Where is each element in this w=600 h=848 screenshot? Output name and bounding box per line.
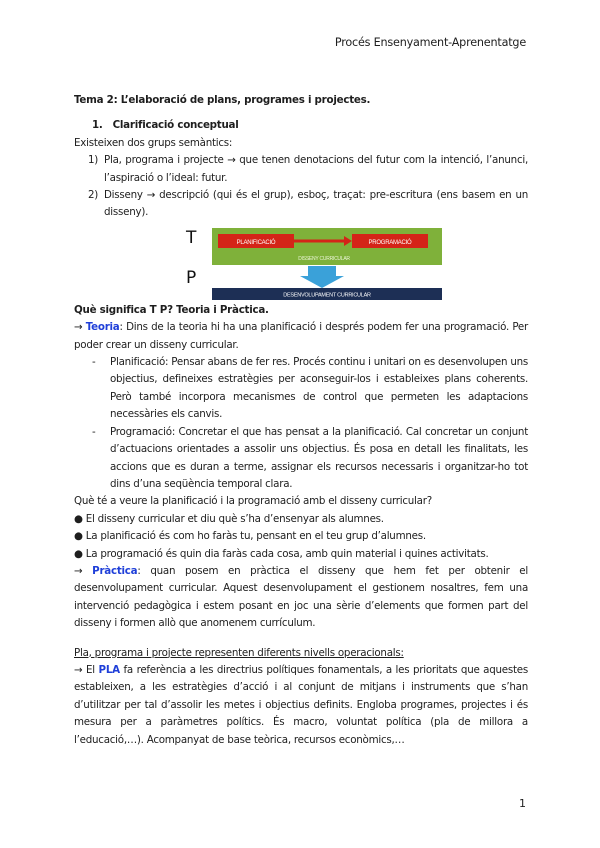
- desenvolupament-label: DESENVOLUPAMENT CURRICULAR: [283, 292, 371, 299]
- tp-heading: Què significa T P? Teoria i Pràctica.: [74, 303, 269, 316]
- teoria-paragraph: [74, 319, 528, 354]
- down-arrow-icon: [300, 266, 344, 288]
- numbered-item: [74, 187, 528, 222]
- topic-title: Tema 2: L’elaboració de plans, programes i projectes.: [74, 94, 371, 106]
- levels-heading: Pla, programa i projecte representen diferents nivells operacionals:: [74, 646, 404, 659]
- section-heading: [92, 117, 528, 134]
- pla-paragraph: [74, 662, 528, 749]
- running-header: Procés Ensenyament-Aprenentatge: [334, 36, 526, 49]
- page-body: [74, 92, 528, 749]
- item-number: 2): [88, 189, 99, 202]
- arrow-glyph: →: [74, 564, 83, 577]
- planificacio-label: PLANIFICACIÓ: [236, 239, 276, 246]
- bullet-item: ● La programació és quin dia faràs cada cosa, amb quin material i quines activitats.: [74, 547, 489, 560]
- section-number: 1.: [92, 119, 103, 132]
- arrow-glyph: →: [74, 321, 83, 334]
- pla-label: PLA: [98, 663, 120, 676]
- spacer: [74, 633, 528, 645]
- teoria-text: : Dins de la teoria hi ha una planificació i després podem fer una programació. Per poder crear un disseny curricular.: [74, 321, 528, 351]
- teoria-label: Teoria: [85, 321, 120, 334]
- dash-text: Planificació: Pensar abans de fer res. Procés continu i unitari on es desenvolupen uns objectius, defineixes estratègies per aconseguir-los i estableixes plans coherents. Però també incorpora mecanismes de control que permeten les adaptacions necessàries els canvis.: [110, 356, 528, 421]
- numbered-item: [74, 152, 528, 187]
- arrow-glyph: → El: [74, 663, 95, 676]
- diagram-letter-p: P: [186, 267, 197, 288]
- dash-marker: -: [92, 356, 96, 369]
- bullet-item: ● La planificació és com ho faràs tu, pensant en el teu grup d’alumnes.: [74, 530, 426, 543]
- pla-text: fa referència a les directrius polítiques fonamentals, a les prioritats que aquestes estableixen, a les estratègies d’acció i al conjunt de mitjans i instruments que s’han d’utilitzar per tal d’assolir les metes i objectius definits. Engloba programes, projectes i és mesura per a paràmetres polítics. És macro, voluntat política (pla de millora a l’educació,…). Acompanyat de base teòrica, recursos econòmics,…: [74, 663, 528, 746]
- arrow-caption: DISSENY CURRICULAR: [298, 255, 350, 262]
- intro-text: Existeixen dos grups semàntics:: [74, 136, 233, 149]
- item-text: Disseny → descripció (qui és el grup), esboç, traçat: pre-escritura (ens basem en un disseny).: [104, 189, 528, 219]
- practica-paragraph: [74, 563, 528, 633]
- dash-marker: -: [92, 425, 96, 438]
- bullet-item: ● El disseny curricular et diu què s’ha d’ensenyar als alumnes.: [74, 512, 384, 525]
- dash-item: [74, 424, 528, 494]
- dash-item: [74, 354, 528, 424]
- diagram-graphic: [212, 226, 442, 300]
- item-number: 1): [88, 154, 99, 167]
- page-number: 1: [519, 797, 526, 810]
- section-title: Clarificació conceptual: [112, 119, 239, 132]
- tp-diagram: [74, 226, 528, 300]
- practica-text: : quan posem en pràctica el disseny que hem fet per obtenir el desenvolupament curricular. Aquest desenvolupament el gestionem nosaltres, fem una intervenció pedagògica i estem posant en joc una sèrie d’elements que formen part del disseny i formen allò que anomenem currículum.: [74, 564, 528, 630]
- diagram-letter-t: T: [186, 227, 197, 248]
- practica-label: Pràctica: [92, 564, 138, 577]
- programacio-label: PROGRAMACIÓ: [368, 239, 412, 246]
- item-text: Pla, programa i projecte → que tenen denotacions del futur com la intenció, l’anunci, l’aspiració o l’ideal: futur.: [104, 154, 528, 184]
- question-line: Què té a veure la planificació i la programació amb el disseny curricular?: [74, 495, 432, 508]
- dash-text: Programació: Concretar el que has pensat a la planificació. Cal concretar un conjunt d’actuacions orientades a assolir uns objectius. És posa en detall les finalitats, les accions que es duran a terme, assignar els recursos necessaris i organitzar-ho tot dins d’una seqüència temporal clara.: [110, 425, 528, 490]
